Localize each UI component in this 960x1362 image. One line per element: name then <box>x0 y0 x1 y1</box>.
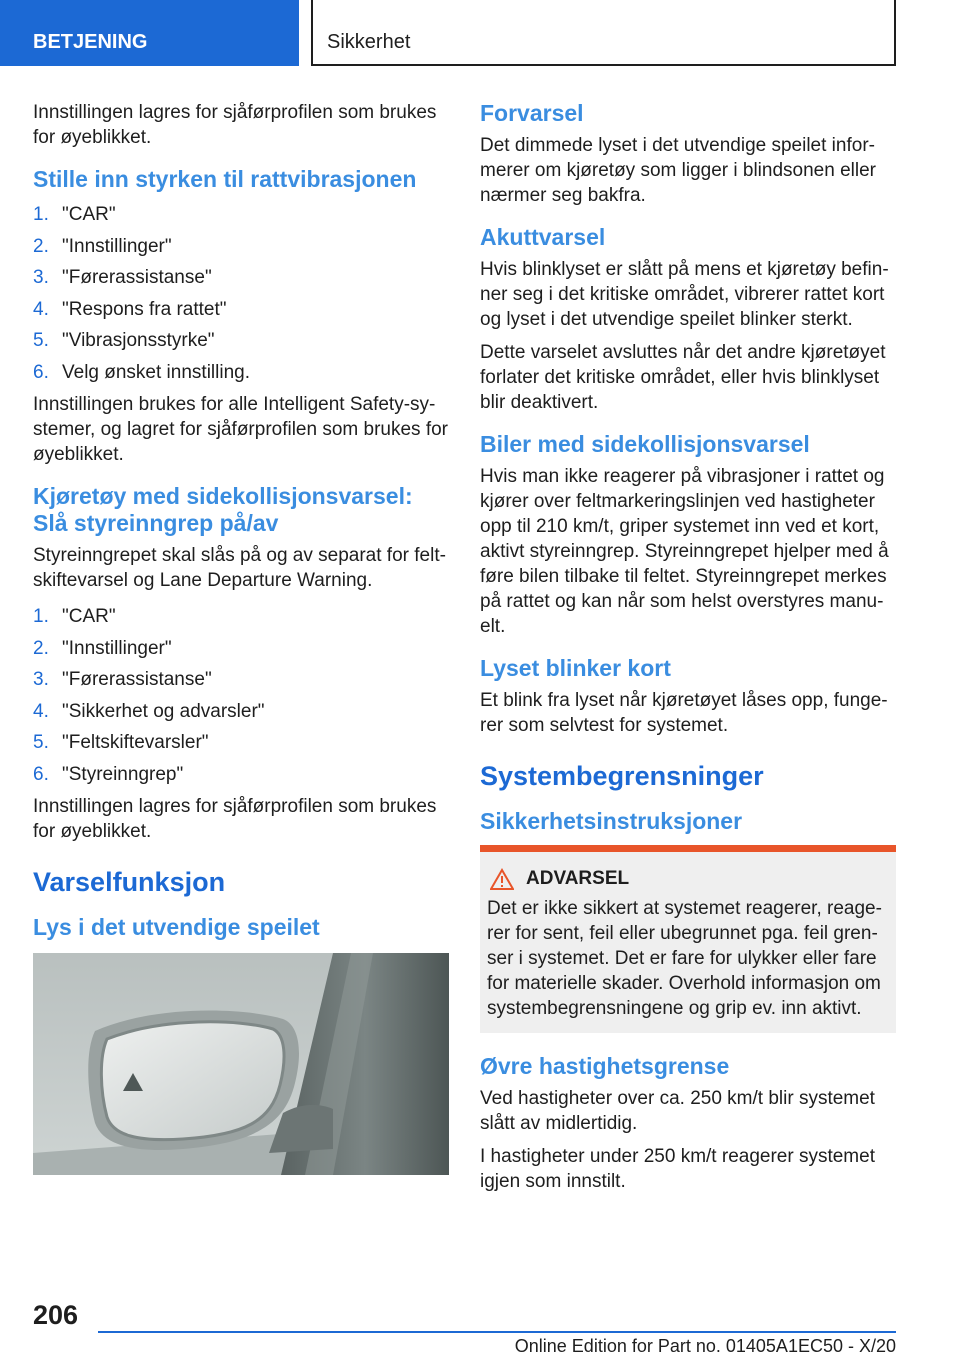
footer-rule <box>98 1331 896 1333</box>
speed-limit-heading: Øvre hastighetsgrense <box>480 1053 730 1079</box>
list-item: 5. "Feltskiftevarsler" <box>33 732 209 753</box>
mirror-light-heading: Lys i det utvendige speilet <box>33 914 320 940</box>
safety-instructions-heading: Sikkerhetsinstruksjoner <box>480 808 743 834</box>
speed-limit-text-2: I hastigheter under 250 km/t reagerer systemet igjen som innstilt. <box>480 1146 875 1192</box>
list-item: 4. "Respons fra rattet" <box>33 298 227 320</box>
speed-limit-text-1: Ved hastigheter over ca. 250 km/t blir systemet slått av midlertidig. <box>480 1088 875 1134</box>
list-item: 6. Velg ønsket innstilling. <box>33 361 250 383</box>
prewarning-heading: Forvarsel <box>480 100 584 126</box>
light-flash-heading: Lyset blinker kort <box>480 655 671 681</box>
warning-text: Det er ikke sikkert at systemet reagerer, reagerer for sent, feil eller ubegrunnet pga. feil grenser i systemet. Det er fare for ulykker eller fare for materielle skader. Overhold informasjon om systembegrensningene og grip ev. inn aktivt. <box>487 898 882 1019</box>
vibration-note: Innstillingen brukes for alle Intelligent Safety-systemer, og lagret for sjåførprofilen som brukes for øyeblikket. <box>33 394 448 465</box>
warning-title-row <box>487 868 888 890</box>
topic-label: Sikkerhet <box>327 31 411 53</box>
list-item: 1. "CAR" <box>33 204 116 225</box>
intro-paragraph: Innstillingen lagres for sjåførprofilen som brukes for øyeblikket. <box>33 102 437 148</box>
left-column <box>33 100 451 1175</box>
footer-edition: Online Edition for Part no. 01405A1EC50 - X/20 <box>514 1336 896 1356</box>
acute-warning-text-2: Dette varselet avsluttes når det andre kjøretøyet forlater det kritiske området, eller hvis blinklyset blir deaktivert. <box>480 342 886 413</box>
acute-warning-heading: Akuttvarsel <box>480 224 606 250</box>
prewarning-text: Det dimmede lyset i det utvendige speilet informerer om kjøretøy som ligger i blindsonen eller nærmer seg bakfra. <box>480 135 876 206</box>
warning-title: ADVARSEL <box>526 868 630 889</box>
warning-function-heading: Varselfunksjon <box>33 867 226 897</box>
list-item: 3. "Førerassistanse" <box>33 669 212 690</box>
list-item: 1. "CAR" <box>33 606 116 627</box>
side-mirror-illustration <box>33 953 449 1175</box>
list-item: 5. "Vibrasjonsstyrke" <box>33 330 215 351</box>
topic-header <box>311 0 896 66</box>
steering-intro: Styreinngrepet skal slås på og av separat for feltskiftevarsel og Lane Departure Warning. <box>33 545 446 591</box>
page-number: 206 <box>33 1300 79 1330</box>
steering-heading: Kjøretøy med sidekollisjonsvarsel: Slå styreinngrep på/av <box>33 483 413 536</box>
list-item: 4. "Sikkerhet og advarsler" <box>33 700 265 722</box>
system-limits-heading: Systembegrensninger <box>480 761 764 791</box>
acute-warning-text-1: Hvis blinklyset er slått på mens et kjøretøy befinner seg i det kritiske området, vibrerer rattet kort og lyset i det utvendige speilet blinker sterkt. <box>480 259 889 330</box>
warning-box <box>480 845 896 1033</box>
list-item: 6. "Styreinngrep" <box>33 763 184 785</box>
list-item: 3. "Førerassistanse" <box>33 267 212 288</box>
right-column <box>480 100 896 1202</box>
warning-triangle-icon <box>490 868 514 890</box>
list-item: 2. "Innstillinger" <box>33 235 172 257</box>
chapter-tab <box>0 0 299 66</box>
side-collision-text: Hvis man ikke reagerer på vibrasjoner i rattet og kjører over feltmarkeringslinjen ved hastigheter opp til 210 km/t, griper systemet inn ved et kort, aktivt styreinngrep. Styreinngrepet hjelper med å føre bilen tilbake til feltet. Styreinngrepet merkes på rattet og kan når som helst overstyres manuelt. <box>480 466 889 637</box>
side-collision-heading: Biler med sidekollisjonsvarsel <box>480 431 810 457</box>
steering-steps <box>33 601 451 790</box>
list-item: 2. "Innstillinger" <box>33 637 172 659</box>
vibration-heading: Stille inn styrken til rattvibrasjonen <box>33 166 417 192</box>
vibration-steps <box>33 199 451 388</box>
steering-note: Innstillingen lagres for sjåførprofilen som brukes for øyeblikket. <box>33 796 437 842</box>
chapter-label: BETJENING <box>33 31 148 53</box>
light-flash-text: Et blink fra lyset når kjøretøyet låses opp, fungerer som selvtest for systemet. <box>480 690 888 736</box>
